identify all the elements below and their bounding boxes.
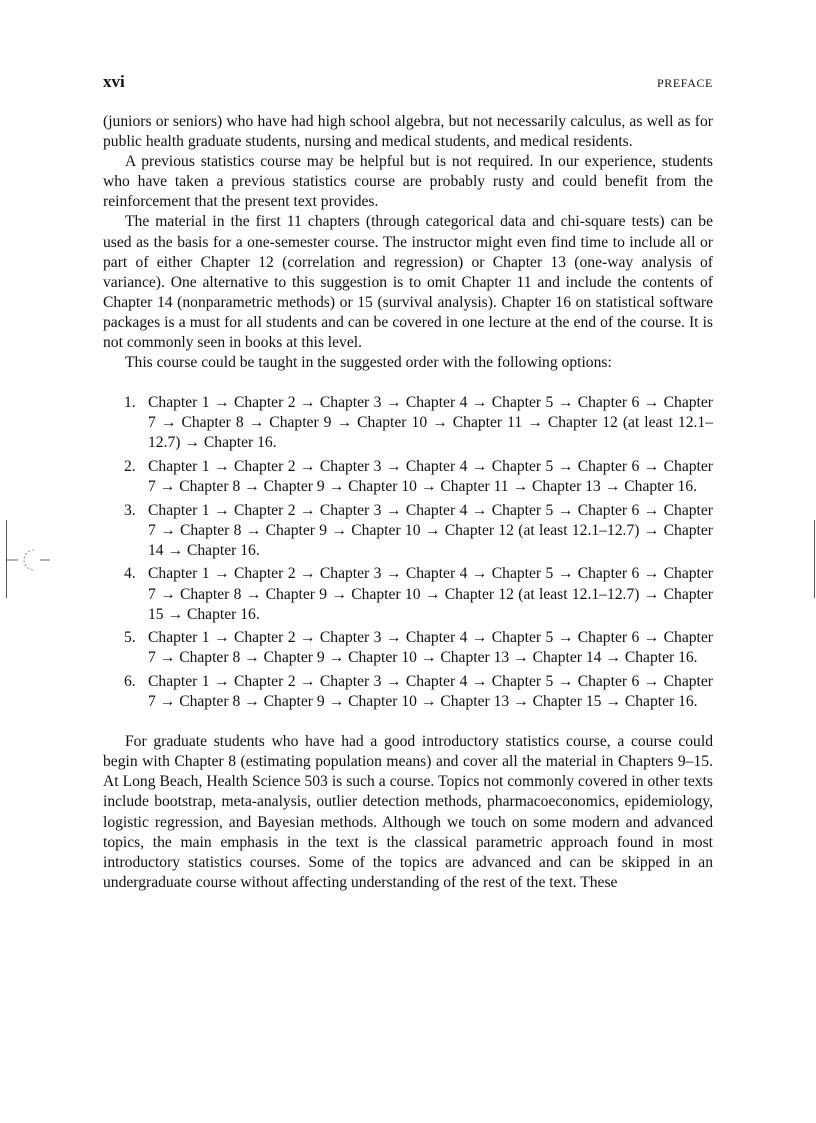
list-item-text: Chapter 1 → Chapter 2 → Chapter 3 → Chapter 4 → Chapter 5 → Chapter 6 → Chapter 7 → Chapter 8 → Chapter 9 → Chapter 10 → Chapter 11 → Chapter 13 → Chapter 16. xyxy=(148,458,713,496)
list-item xyxy=(103,672,713,712)
list-item-text: Chapter 1 → Chapter 2 → Chapter 3 → Chapter 4 → Chapter 5 → Chapter 6 → Chapter 7 → Chapter 8 → Chapter 9 → Chapter 10 → Chapter 13 → Chapter 14 → Chapter 16. xyxy=(148,629,713,667)
running-head: PREFACE xyxy=(657,76,713,90)
paragraph-graduate-students: For graduate students who have had a good introductory statistics course, a course could begin with Chapter 8 (estimating population means) and cover all the material in Chapters 9–15. At Long Beach, Health Science 503 is such a course. Topics not commonly covered in other texts include bootstrap, meta-analysis, outlier detection methods, pharmacoeconomics, epidemiology, logistic regression, and Bayesian methods. Although we touch on some modern and advanced topics, the main emphasis in the text is the classical parametric approach found in most introductory statistics courses. Some of the topics are advanced and can be skipped in an undergraduate course without affecting understanding of the rest of the text. These xyxy=(103,733,713,891)
list-item-text: Chapter 1 → Chapter 2 → Chapter 3 → Chapter 4 → Chapter 5 → Chapter 6 → Chapter 7 → Chapter 8 → Chapter 9 → Chapter 10 → Chapter 13 → Chapter 15 → Chapter 16. xyxy=(148,672,713,711)
list-item-text: Chapter 1 → Chapter 2 → Chapter 3 → Chapter 4 → Chapter 5 → Chapter 6 → Chapter 7 → Chapter 8 → Chapter 9 → Chapter 10 → Chapter 11 → Chapter 12 (at least 12.1–12.7) → Chapter 16. xyxy=(148,394,713,452)
paragraph-first-chapters: The material in the first 11 chapters (through categorical data and chi-square tests) can be used as the basis for a one-semester course. The instructor might even find time to include all or part of either Chapter 12 (correlation and regression) or Chapter 13 (one-way analysis of variance). One alternative to this suggestion is to omit Chapter 11 and include the contents of Chapter 14 (nonparametric methods) or 15 (survival analysis). Chapter 16 on statistical software packages is a must for all students and can be covered in one lecture at the end of the course. It is not commonly seen in books at this level. xyxy=(103,213,713,352)
list-item-number: 6. xyxy=(124,672,136,690)
page-number: xvi xyxy=(103,72,125,91)
body-text xyxy=(103,112,713,893)
list-item-text: Chapter 1 → Chapter 2 → Chapter 3 → Chapter 4 → Chapter 5 → Chapter 6 → Chapter 7 → Chapter 8 → Chapter 9 → Chapter 10 → Chapter 12 (at least 12.1–12.7) → Chapter 14 → Chapter 16. xyxy=(148,501,713,559)
list-item xyxy=(103,564,713,624)
paragraph-prior-course: A previous statistics course may be helpful but is not required. In our experience, students who have taken a previous statistics course are probably rusty and could benefit from the reinforcement that the present text provides. xyxy=(103,153,713,211)
crop-line-right xyxy=(814,520,815,598)
list-item xyxy=(103,457,713,497)
paragraph-continuation: (juniors or seniors) who have had high school algebra, but not necessarily calculus, as well as for public health graduate students, nursing and medical students, and medical residents. xyxy=(103,113,713,151)
course-options-list xyxy=(103,393,713,712)
list-item-number: 3. xyxy=(124,501,136,519)
list-item xyxy=(103,628,713,668)
list-item-number: 2. xyxy=(124,458,136,475)
list-item xyxy=(103,501,713,561)
paragraph-options-intro: This course could be taught in the suggested order with the following options: xyxy=(125,354,612,372)
list-item-number: 1. xyxy=(124,394,136,412)
list-item-number: 4. xyxy=(124,565,136,583)
list-item-number: 5. xyxy=(124,629,136,647)
crop-mark-icon xyxy=(4,544,52,574)
list-item-text: Chapter 1 → Chapter 2 → Chapter 3 → Chapter 4 → Chapter 5 → Chapter 6 → Chapter 7 → Chapter 8 → Chapter 9 → Chapter 10 → Chapter 12 (at least 12.1–12.7) → Chapter 15 → Chapter 16. xyxy=(148,565,713,623)
list-item xyxy=(103,393,713,453)
